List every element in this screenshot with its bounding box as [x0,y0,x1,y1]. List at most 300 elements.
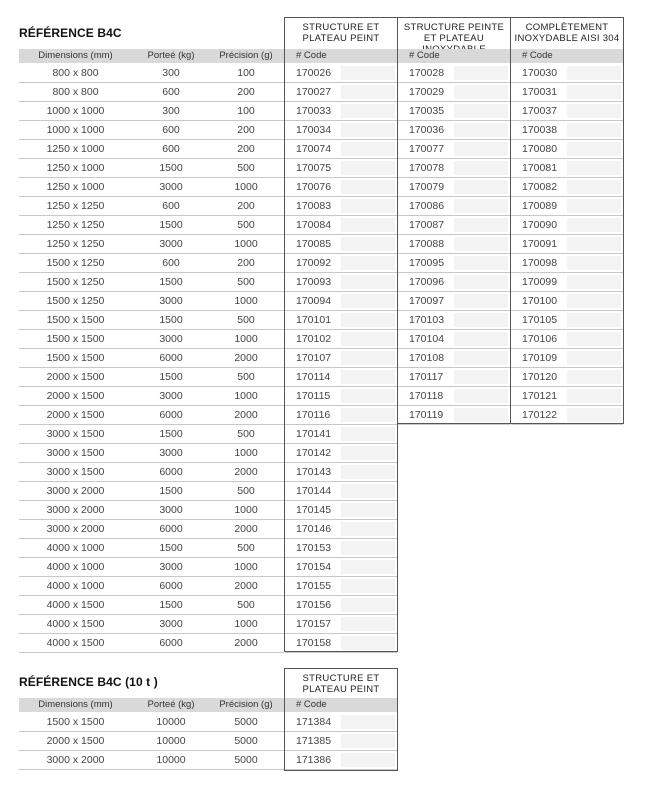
dimensions-cell: 4000 x 1500 [46,618,105,630]
portee-cell: 6000 [159,637,183,649]
code-value: 170095 [409,257,445,269]
portee-cell: 300 [162,105,180,117]
code-cell [398,292,510,311]
table-row [19,751,284,770]
precision-cell: 5000 [234,735,258,747]
code-value: 170102 [296,333,332,345]
blank-entry-field [341,389,395,403]
code-value: 170099 [522,276,558,288]
code-cell [511,368,623,387]
code-cell [398,102,510,121]
code-value: 170120 [522,371,558,383]
portee-cell: 1500 [159,542,183,554]
code-cell [285,159,397,178]
col-code1-header: # Code [296,50,327,61]
code-cell [398,349,510,368]
code-cell [398,64,510,83]
blank-entry-field [454,408,508,422]
blank-entry-field [567,199,621,213]
blank-entry-field [341,313,395,327]
code-cell [285,121,397,140]
precision-cell: 1000 [234,447,258,459]
code-value: 170034 [296,124,332,136]
blank-entry-field [341,218,395,232]
dimensions-cell: 1000 x 1000 [46,124,105,136]
code-value: 170154 [296,561,332,573]
dimensions-cell: 1000 x 1000 [46,105,105,117]
portee-cell: 6000 [159,352,183,364]
precision-cell: 1000 [234,390,258,402]
dimensions-cell: 3000 x 2000 [46,754,105,766]
portee-cell: 600 [162,143,180,155]
code-value: 170121 [522,390,558,402]
dimensions-cell: 4000 x 1500 [46,637,105,649]
portee-cell: 3000 [159,504,183,516]
portee-cell: 600 [162,200,180,212]
portee-cell: 600 [162,86,180,98]
table-row [19,292,284,311]
blank-entry-field [341,199,395,213]
blank-entry-field [341,715,395,729]
code-cell [511,254,623,273]
blank-entry-field [567,142,621,156]
code-value: 170080 [522,143,558,155]
blank-entry-field [341,275,395,289]
precision-cell: 1000 [234,295,258,307]
blank-entry-field [341,541,395,555]
precision-cell: 200 [237,86,255,98]
table-row [19,349,284,368]
code-cell [285,713,397,732]
col-code3-header: # Code [522,50,553,61]
precision-cell: 2000 [234,637,258,649]
blank-entry-field [567,180,621,194]
code-cell [398,121,510,140]
blank-entry-field [454,180,508,194]
dimensions-cell: 3000 x 2000 [46,504,105,516]
blank-entry-field [454,85,508,99]
blank-entry-field [341,104,395,118]
portee-cell: 6000 [159,466,183,478]
code-cell [285,577,397,596]
code-value: 170157 [296,618,332,630]
dimensions-cell: 1500 x 1250 [46,276,105,288]
code-cell [285,596,397,615]
code-value: 170084 [296,219,332,231]
code-cell [398,216,510,235]
table-row [19,520,284,539]
code-value: 170090 [522,219,558,231]
col-precision-header: Précision (g) [219,699,273,710]
code-value: 170038 [522,124,558,136]
table-row [19,330,284,349]
code-cell [511,311,623,330]
precision-cell: 2000 [234,466,258,478]
precision-cell: 5000 [234,754,258,766]
dimensions-cell: 4000 x 1000 [46,561,105,573]
table-row [19,64,284,83]
table-row [19,558,284,577]
blank-entry-field [341,256,395,270]
blank-entry-field [454,161,508,175]
code-cell [285,330,397,349]
portee-cell: 3000 [159,238,183,250]
code-cell [398,406,510,425]
code-cell [398,311,510,330]
precision-cell: 2000 [234,352,258,364]
dimensions-cell: 1250 x 1000 [46,181,105,193]
table-row [19,732,284,751]
code-value: 170116 [296,409,331,421]
portee-cell: 3000 [159,618,183,630]
blank-entry-field [341,142,395,156]
precision-cell: 200 [237,124,255,136]
precision-cell: 2000 [234,523,258,535]
code-value: 170146 [296,523,332,535]
table-row [19,197,284,216]
dimensions-cell: 1500 x 1500 [46,716,105,728]
code-cell [285,235,397,254]
blank-entry-field [454,104,508,118]
group-header-full-inox: COMPLÈTEMENT INOXYDABLE AISI 304 [510,17,624,49]
code-cell [511,64,623,83]
code-value: 170155 [296,580,332,592]
code-value: 170029 [409,86,445,98]
table-row [19,482,284,501]
portee-cell: 1500 [159,599,183,611]
table-row [19,615,284,634]
code-cell [511,159,623,178]
blank-entry-field [567,104,621,118]
portee-cell: 1500 [159,428,183,440]
code-value: 170089 [522,200,558,212]
table-row [19,444,284,463]
portee-cell: 10000 [156,754,186,766]
code-cell [511,292,623,311]
code-value: 170094 [296,295,332,307]
blank-entry-field [567,351,621,365]
dimensions-cell: 3000 x 1500 [46,447,105,459]
table-row [19,387,284,406]
table-row [19,539,284,558]
code-value: 170105 [522,314,558,326]
code-cell [285,197,397,216]
blank-entry-field [567,161,621,175]
code-value: 170086 [409,200,445,212]
blank-entry-field [454,142,508,156]
blank-entry-field [341,370,395,384]
code-value: 170109 [522,352,558,364]
blank-entry-field [341,123,395,137]
dimensions-cell: 800 x 800 [52,86,99,98]
precision-cell: 2000 [234,580,258,592]
group-header-painted: STRUCTURE ET PLATEAU PEINT [284,17,398,49]
dimensions-cell: 2000 x 1500 [46,409,105,421]
code-cell [511,121,623,140]
dimensions-cell: 4000 x 1500 [46,599,105,611]
col-portee-header: Porteé (kg) [147,50,195,61]
precision-cell: 1000 [234,561,258,573]
col-dimensions-header: Dimensions (mm) [38,50,113,61]
portee-cell: 3000 [159,295,183,307]
blank-entry-field [341,734,395,748]
dimensions-cell: 1250 x 1250 [46,219,105,231]
code-value: 170144 [296,485,332,497]
code-cell [285,463,397,482]
blank-entry-field [341,408,395,422]
table-row [19,235,284,254]
dimensions-cell: 3000 x 1500 [46,428,105,440]
table-row [19,596,284,615]
precision-cell: 1000 [234,238,258,250]
blank-entry-field [454,218,508,232]
portee-cell: 6000 [159,580,183,592]
dimensions-cell: 2000 x 1500 [46,371,105,383]
table-row [19,406,284,425]
code-value: 170088 [409,238,445,250]
code-value: 170092 [296,257,332,269]
code-cell [511,178,623,197]
portee-cell: 1500 [159,314,183,326]
code-cell [285,444,397,463]
blank-entry-field [567,66,621,80]
code-cell [285,292,397,311]
code-cell [285,216,397,235]
precision-cell: 500 [237,542,255,554]
blank-entry-field [341,66,395,80]
table-row [19,713,284,732]
dimensions-cell: 3000 x 2000 [46,485,105,497]
precision-cell: 1000 [234,504,258,516]
blank-entry-field [567,332,621,346]
portee-cell: 3000 [159,333,183,345]
code-value: 170026 [296,67,332,79]
code-cell [285,102,397,121]
code-cell [285,140,397,159]
code-cell [285,178,397,197]
precision-cell: 200 [237,257,255,269]
code-value: 170108 [409,352,445,364]
code-value: 170156 [296,599,332,611]
code-cell [398,254,510,273]
code-value: 170158 [296,637,332,649]
code-value: 170078 [409,162,445,174]
code-cell [285,634,397,653]
code-cell [398,368,510,387]
code-value: 170076 [296,181,332,193]
code-value: 170031 [522,86,558,98]
blank-entry-field [454,256,508,270]
blank-entry-field [567,408,621,422]
table-row [19,83,284,102]
code-value: 170030 [522,67,558,79]
blank-entry-field [567,313,621,327]
code-value: 171385 [296,735,332,747]
code-value: 170101 [296,314,332,326]
code-cell [511,140,623,159]
precision-cell: 500 [237,162,255,174]
code-value: 170142 [296,447,332,459]
blank-entry-field [567,275,621,289]
precision-cell: 500 [237,371,255,383]
table-row [19,102,284,121]
col-code-header: # Code [296,699,327,710]
blank-entry-field [341,560,395,574]
portee-cell: 300 [162,67,180,79]
portee-cell: 6000 [159,523,183,535]
code-value: 170118 [409,390,444,402]
code-value: 170083 [296,200,332,212]
blank-entry-field [567,256,621,270]
blank-entry-field [341,427,395,441]
code-value: 170114 [296,371,331,383]
table-row [19,368,284,387]
blank-entry-field [567,237,621,251]
blank-entry-field [341,161,395,175]
code-value: 170107 [296,352,332,364]
portee-cell: 1500 [159,162,183,174]
dimensions-cell: 1250 x 1000 [46,143,105,155]
blank-entry-field [454,66,508,80]
dimensions-cell: 1500 x 1500 [46,352,105,364]
code-value: 170104 [409,333,445,345]
blank-entry-field [341,598,395,612]
code-value: 170145 [296,504,332,516]
code-value: 170074 [296,143,332,155]
blank-entry-field [454,332,508,346]
section2-title: RÉFÉRENCE B4C (10 t ) [19,675,158,689]
table-row [19,634,284,653]
code-cell [511,83,623,102]
precision-cell: 500 [237,314,255,326]
portee-cell: 3000 [159,390,183,402]
blank-entry-field [454,123,508,137]
code-value: 170097 [409,295,445,307]
code-value: 170081 [522,162,558,174]
dimensions-cell: 4000 x 1000 [46,542,105,554]
blank-entry-field [454,370,508,384]
code-value: 170028 [409,67,445,79]
code-cell [285,751,397,770]
code-cell [398,159,510,178]
code-value: 170096 [409,276,445,288]
dimensions-cell: 1500 x 1250 [46,257,105,269]
code-cell [285,311,397,330]
code-value: 170037 [522,105,558,117]
blank-entry-field [341,617,395,631]
code-cell [511,216,623,235]
table-row [19,273,284,292]
precision-cell: 1000 [234,618,258,630]
table-row [19,178,284,197]
blank-entry-field [341,237,395,251]
blank-entry-field [567,294,621,308]
table-row [19,311,284,330]
code-value: 170082 [522,181,558,193]
code-cell [285,558,397,577]
code-value: 170119 [409,409,444,421]
dimensions-cell: 3000 x 2000 [46,523,105,535]
code-cell [285,349,397,368]
blank-entry-field [341,522,395,536]
portee-cell: 3000 [159,447,183,459]
portee-cell: 1500 [159,371,183,383]
code-cell [285,732,397,751]
blank-entry-field [341,180,395,194]
code-cell [511,197,623,216]
code-cell [285,83,397,102]
code-cell [511,330,623,349]
blank-entry-field [341,753,395,767]
precision-cell: 1000 [234,333,258,345]
code-cell [285,387,397,406]
blank-entry-field [341,446,395,460]
code-cell [285,406,397,425]
table-row [19,463,284,482]
precision-cell: 100 [237,67,255,79]
dimensions-cell: 1250 x 1000 [46,162,105,174]
table-row [19,121,284,140]
table-row [19,501,284,520]
table-row [19,140,284,159]
code-value: 170093 [296,276,332,288]
code-value: 170122 [522,409,558,421]
portee-cell: 6000 [159,409,183,421]
precision-cell: 500 [237,428,255,440]
group-header-10t-painted: STRUCTURE ET PLATEAU PEINT [284,668,398,698]
code-cell [285,64,397,83]
code-cell [511,102,623,121]
blank-entry-field [567,218,621,232]
code-value: 170143 [296,466,332,478]
code-value: 170100 [522,295,558,307]
precision-cell: 200 [237,143,255,155]
blank-entry-field [341,484,395,498]
group-header-painted-inox: STRUCTURE PEINTE ET PLATEAU [397,17,511,49]
code-value: 170036 [409,124,445,136]
blank-entry-field [454,275,508,289]
dimensions-cell: 2000 x 1500 [46,390,105,402]
code-cell [285,482,397,501]
code-cell [511,235,623,254]
portee-cell: 3000 [159,181,183,193]
precision-cell: 1000 [234,181,258,193]
code-value: 170027 [296,86,332,98]
precision-cell: 2000 [234,409,258,421]
dimensions-cell: 1250 x 1250 [46,238,105,250]
code-value: 170115 [296,390,331,402]
precision-cell: 100 [237,105,255,117]
precision-cell: 200 [237,200,255,212]
code-value: 170033 [296,105,332,117]
code-cell [511,273,623,292]
blank-entry-field [454,389,508,403]
code-cell [398,140,510,159]
code-cell [285,368,397,387]
blank-entry-field [341,294,395,308]
code-cell [511,349,623,368]
code-cell [285,254,397,273]
code-value: 170085 [296,238,332,250]
col-precision-header: Précision (g) [219,50,273,61]
code-cell [511,387,623,406]
section1-title: RÉFÉRENCE B4C [19,26,122,40]
portee-cell: 1500 [159,219,183,231]
dimensions-cell: 1500 x 1500 [46,314,105,326]
portee-cell: 1500 [159,276,183,288]
code-cell [285,520,397,539]
dimensions-cell: 2000 x 1500 [46,735,105,747]
